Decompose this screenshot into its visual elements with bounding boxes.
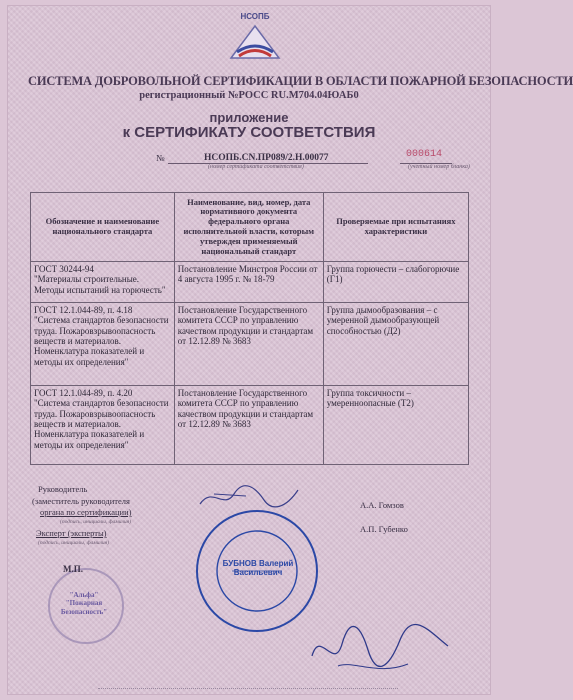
expert-name: А.П. Губенко [360,524,408,534]
expert-caption: (подпись, инициалы, фамилия) [38,540,110,546]
registration-number: регистрационный №РОСС RU.М704.04ЮАБ0 [139,90,359,101]
row1-standard: ГОСТ 30244-94 "Материалы строительные. Методы испытаний на горючесть" [31,262,175,303]
certificate-number: НСОПБ.CN.ПР089/2.Н.00077 [204,153,329,163]
head-name: А.А. Гомзов [360,500,404,510]
mp-label: М.П. [63,564,83,574]
row2-characteristics: Группа дымообразования – с умеренной дымообразующей способностью (Д2) [323,303,468,386]
head-caption: (подпись, инициалы, фамилия) [60,519,132,525]
expert-label: Эксперт (эксперты) [36,528,107,538]
certificate-number-caption: (номер сертификата соответствия) [208,164,304,170]
row3-characteristics: Группа токсичности – умеренноопасные (Т2) [323,386,468,465]
number-sign: № [156,153,165,163]
header-standard: Обозначение и наименование национального стандарта [31,193,175,262]
header-characteristics: Проверяемые при испытаниях характеристики [323,193,468,262]
row3-document: Постановление Государственного комитета СССР по управлению качеством продукции и стандартам от 12.12.89 № 3683 [174,386,323,465]
stamp-text: БУБНОВ Валерий Васильевич [222,559,294,578]
row1-document: Постановление Минстроя России от 4 августа 1995 г. № 18-79 [174,262,323,303]
certificate-sheet [8,6,573,694]
header-document: Наименование, вид, номер, дата нормативного документа федерального органа исполнительной власти, которым утвержден применяемый национальный стандарт [174,193,323,262]
footer-line [98,688,398,694]
certification-body-label: органа по сертификации) [40,507,132,517]
head-label: Руководитель [38,484,88,494]
table-row [31,262,469,303]
table-row [31,303,469,386]
row1-characteristics: Группа горючести – слабогорючие (Г1) [323,262,468,303]
table-header-row [31,193,469,262]
nsopb-logo [225,12,285,60]
logo-text: НСОПБ [240,12,270,21]
serial-number: 000614 [406,149,443,160]
table-row [31,386,469,465]
standards-table [30,192,469,465]
row2-standard: ГОСТ 12.1.044-89, п. 4.18 "Система стандартов безопасности труда. Пожаровзрывоопасность веществ и материалов. Номенклатура показателей и методы их определения" [31,303,175,386]
row3-standard: ГОСТ 12.1.044-89, п. 4.20 "Система стандартов безопасности труда. Пожаровзрывоопасность веществ и материалов. Номенклатура показателей и методы их определения" [31,386,175,465]
deputy-label: (заместитель руководителя [32,496,130,506]
appendix-title: приложение [209,110,289,125]
system-title: СИСТЕМА ДОБРОВОЛЬНОЙ СЕРТИФИКАЦИИ В ОБЛАСТИ ПОЖАРНОЙ БЕЗОПАСНОСТИ [28,74,573,88]
seal-text: "Альфа" "Пожарная Безопасность" [60,591,108,616]
expert-signature [308,616,458,680]
certificate-title: к СЕРТИФИКАТУ СООТВЕТСТВИЯ [122,124,376,141]
serial-number-caption: (учетный номер бланка) [408,164,470,170]
row2-document: Постановление Государственного комитета СССР по управлению качеством продукции и стандартам от 12.12.89 № 3683 [174,303,323,386]
